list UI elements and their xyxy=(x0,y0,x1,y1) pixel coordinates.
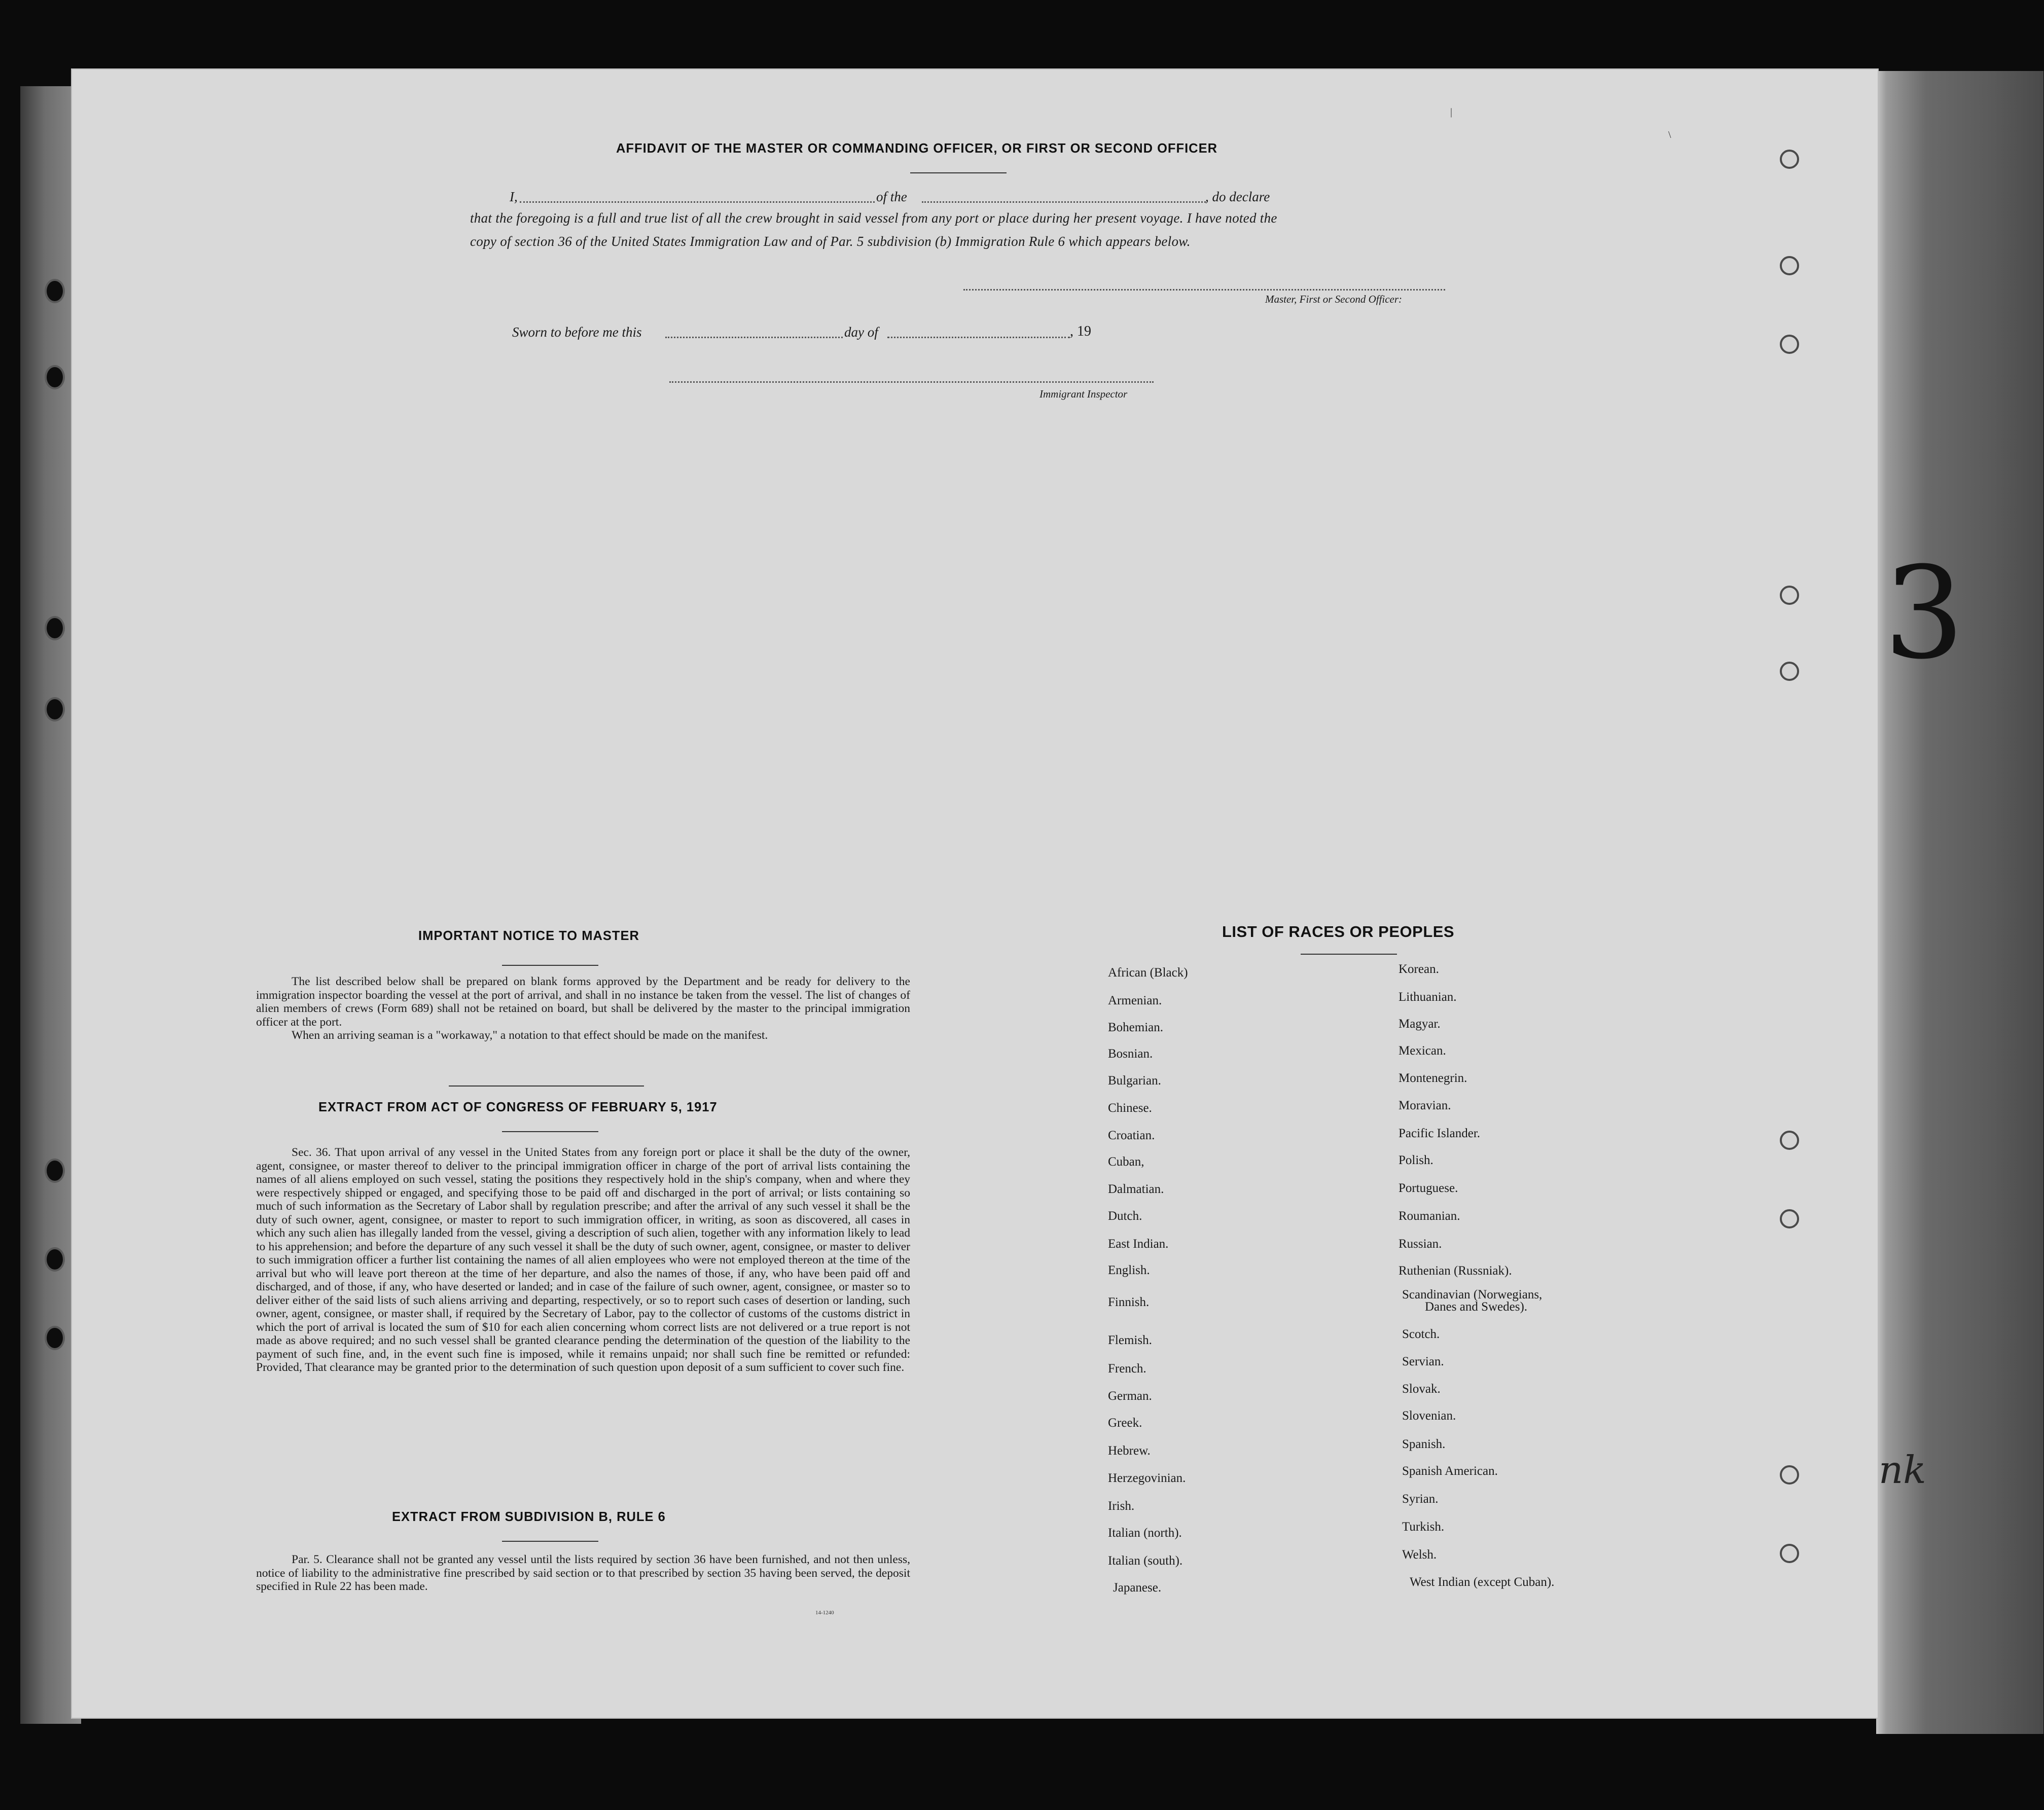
race-item: Danes and Swedes). xyxy=(1425,1300,1528,1314)
race-item: Korean. xyxy=(1398,962,1439,976)
race-item: East Indian. xyxy=(1108,1237,1169,1251)
race-item: Bosnian. xyxy=(1108,1047,1153,1061)
race-item: Polish. xyxy=(1398,1153,1433,1167)
extract-rule6-rule xyxy=(502,1541,598,1542)
notice-rule xyxy=(502,965,598,966)
race-item: Portuguese. xyxy=(1398,1181,1458,1195)
race-item: Italian (south). xyxy=(1108,1554,1183,1568)
punch-hole xyxy=(1780,586,1799,605)
race-item: Armenian. xyxy=(1108,994,1162,1007)
race-item: Moravian. xyxy=(1398,1099,1451,1112)
vessel-line xyxy=(922,201,1206,203)
race-item: Turkish. xyxy=(1402,1520,1445,1534)
extract-rule6-title: EXTRACT FROM SUBDIVISION B, RULE 6 xyxy=(392,1510,666,1524)
race-item: Servian. xyxy=(1402,1355,1444,1368)
race-item: Magyar. xyxy=(1398,1017,1441,1031)
race-item: Bulgarian. xyxy=(1108,1074,1161,1088)
affidavit-line2: that the foregoing is a full and true list of all the crew brought in said vessel from any port or place during her present voyage. I have noted the xyxy=(470,210,1277,226)
punch-hole xyxy=(1780,1209,1799,1228)
extract-act-rule xyxy=(502,1131,598,1132)
race-item: Scandinavian (Norwegians, xyxy=(1402,1288,1543,1301)
affidavit-line3: copy of section 36 of the United States Immigration Law and of Par. 5 subdivision (b) Immigration Rule 6 which appears below. xyxy=(470,234,1191,249)
race-item: Spanish American. xyxy=(1402,1464,1498,1478)
sworn-day-line xyxy=(665,337,843,338)
race-item: Roumanian. xyxy=(1398,1209,1460,1223)
binder-hole xyxy=(45,1247,65,1272)
handwritten-number-3: 3 xyxy=(1884,539,1965,687)
punch-hole xyxy=(1780,256,1799,275)
race-item: Cuban, xyxy=(1108,1155,1144,1169)
extract-act-title: EXTRACT FROM ACT OF CONGRESS OF FEBRUARY 5, 1917 xyxy=(318,1100,718,1114)
race-item: Dutch. xyxy=(1108,1209,1142,1223)
race-item: Slovenian. xyxy=(1402,1409,1456,1423)
race-item: Japanese. xyxy=(1113,1581,1162,1595)
race-item: Greek. xyxy=(1108,1416,1142,1430)
race-item: Russian. xyxy=(1398,1237,1442,1251)
month-line xyxy=(887,337,1070,338)
day-of-label: day of xyxy=(844,324,878,340)
punch-hole xyxy=(1780,150,1799,169)
race-item: French. xyxy=(1108,1362,1146,1375)
notice-paragraph: The list described below shall be prepared on blank forms approved by the Department and be ready for delivery to the immigration inspector boarding the vessel at the port of arrival, and shall in no instance be taken from the vessel. The list of changes of alien members of crews (Form 689) shall not be retained on board, but shall be delivered by the master to the principal immigration officer at the port. xyxy=(256,975,910,1029)
race-item: Irish. xyxy=(1108,1499,1135,1513)
race-item: English. xyxy=(1108,1263,1150,1277)
binder-hole xyxy=(45,616,65,640)
race-item: Dalmatian. xyxy=(1108,1182,1164,1196)
binder-hole xyxy=(45,365,65,389)
race-item: West Indian (except Cuban). xyxy=(1410,1575,1555,1589)
race-item: Lithuanian. xyxy=(1398,990,1457,1004)
par-5-paragraph: Par. 5. Clearance shall not be granted any vessel until the lists required by section 36 have been furnished, and not then unless, notice of liability to the administrative fine prescribed by said section or to that prescribed by section 35 having been served, the deposit specified in Rule 22 has been made. xyxy=(256,1553,910,1593)
year-label: , 19 xyxy=(1070,323,1091,339)
stray-mark: \ xyxy=(1668,129,1671,140)
race-item: Croatian. xyxy=(1108,1129,1155,1142)
punch-hole xyxy=(1780,1544,1799,1563)
race-item: Bohemian. xyxy=(1108,1021,1164,1034)
race-item: Flemish. xyxy=(1108,1333,1152,1347)
punch-hole xyxy=(1780,1131,1799,1150)
race-item: Scotch. xyxy=(1402,1327,1440,1341)
extract-act-text xyxy=(256,1146,910,1374)
race-item: Montenegrin. xyxy=(1398,1071,1467,1085)
race-item: Italian (north). xyxy=(1108,1526,1182,1540)
race-item: Slovak. xyxy=(1402,1382,1441,1396)
extract-rule6-text xyxy=(256,1553,910,1594)
master-signature-caption: Master, First or Second Officer: xyxy=(1265,293,1403,305)
section-36-paragraph: Sec. 36. That upon arrival of any vessel in the United States from any foreign port or place it shall be the duty of the owner, agent, consignee, or master thereof to deliver to the principal immigration officer in charge of the port of arrival lists containing the names of all aliens employed on such vessel, stating the positions they respectively hold in the ship's company, when and where they were respectively shipped or engaged, and specifying those to be paid off and discharged in the port of arrival; or lists containing so much of such information as the Secretary of Labor shall by regulation prescribe; and after the arrival of any such vessel it shall be the duty of such owner, agent, consignee, or master to report to such immigration officer, in writing, as soon as discovered, all cases in which any such alien has illegally landed from the vessel, giving a description of such alien, together with any information likely to lead to his apprehension; and before the departure of any such vessel it shall be the duty of such owner, agent, consignee, or master to deliver to such immigration officer a further list containing the names of all alien employees who were not employed thereon at the time of the arrival but who will leave port thereon at the time of her departure, and also the names of those, if any, who have been paid off and discharged, and of those, if any, who have deserted or landed; and in case of the failure of such owner, agent, consignee, or master so to deliver either of the said lists of such aliens arriving and departing, respectively, or so to report such cases of desertion or landing, such owner, agent, consignee, or master shall, if required by the Secretary of Labor, pay to the collector of customs of the customs district in which the port of arrival is located the sum of $10 for each alien concerning whom correct lists are not delivered or a true report is not made as above required; and no such vessel shall be granted clearance pending the determination of the question of the liability to the payment of such fine, and, in the event such fine is imposed, while it remains unpaid; nor shall such fine be remitted or refunded: Provided, That clearance may be granted prior to the determination of such question upon deposit of a sum sufficient to cover such fine. xyxy=(256,1146,910,1374)
race-item: Welsh. xyxy=(1402,1548,1437,1562)
races-title: LIST OF RACES OR PEOPLES xyxy=(1222,923,1455,940)
section-rule xyxy=(449,1085,644,1087)
binder-hole xyxy=(45,279,65,303)
punch-hole xyxy=(1780,335,1799,354)
race-item: Finnish. xyxy=(1108,1295,1150,1309)
inspector-caption: Immigrant Inspector xyxy=(1039,388,1128,400)
title-rule xyxy=(910,172,1007,173)
race-item: Mexican. xyxy=(1398,1044,1446,1058)
race-item: German. xyxy=(1108,1389,1152,1403)
inspector-signature-line xyxy=(669,381,1154,383)
race-item: Herzegovinian. xyxy=(1108,1471,1186,1485)
punch-hole xyxy=(1780,1465,1799,1485)
document-page xyxy=(71,68,1879,1719)
punch-hole xyxy=(1780,662,1799,681)
race-item: Pacific Islander. xyxy=(1398,1127,1481,1140)
affidavit-i: I, xyxy=(510,189,518,204)
race-item: Hebrew. xyxy=(1108,1444,1151,1458)
binder-hole xyxy=(45,1159,65,1183)
affidavit-declare: , do declare xyxy=(1205,189,1270,204)
handwritten-scribble: nk xyxy=(1879,1447,1926,1492)
notice-paragraph: When an arriving seaman is a "workaway," a notation to that effect should be made on the manifest. xyxy=(292,1029,768,1042)
binder-hole xyxy=(45,697,65,721)
notice-title: IMPORTANT NOTICE TO MASTER xyxy=(418,929,639,943)
race-item: Chinese. xyxy=(1108,1101,1152,1115)
affidavit-of-the: of the xyxy=(876,189,907,204)
notice-text xyxy=(256,975,910,1042)
stray-mark: | xyxy=(1450,106,1453,118)
affidavit-title: AFFIDAVIT OF THE MASTER OR COMMANDING OFFICER, OR FIRST OR SECOND OFFICER xyxy=(616,141,1217,156)
race-item: Spanish. xyxy=(1402,1437,1446,1451)
races-rule xyxy=(1301,954,1397,955)
sworn-label: Sworn to before me this xyxy=(512,324,642,340)
race-item: Syrian. xyxy=(1402,1492,1439,1506)
race-item: African (Black) xyxy=(1108,966,1188,980)
master-signature-line xyxy=(963,289,1445,291)
binder-hole xyxy=(45,1326,65,1350)
form-number: 14-1240 xyxy=(815,1610,834,1616)
name-line xyxy=(520,201,875,203)
race-item: Ruthenian (Russniak). xyxy=(1398,1264,1512,1278)
